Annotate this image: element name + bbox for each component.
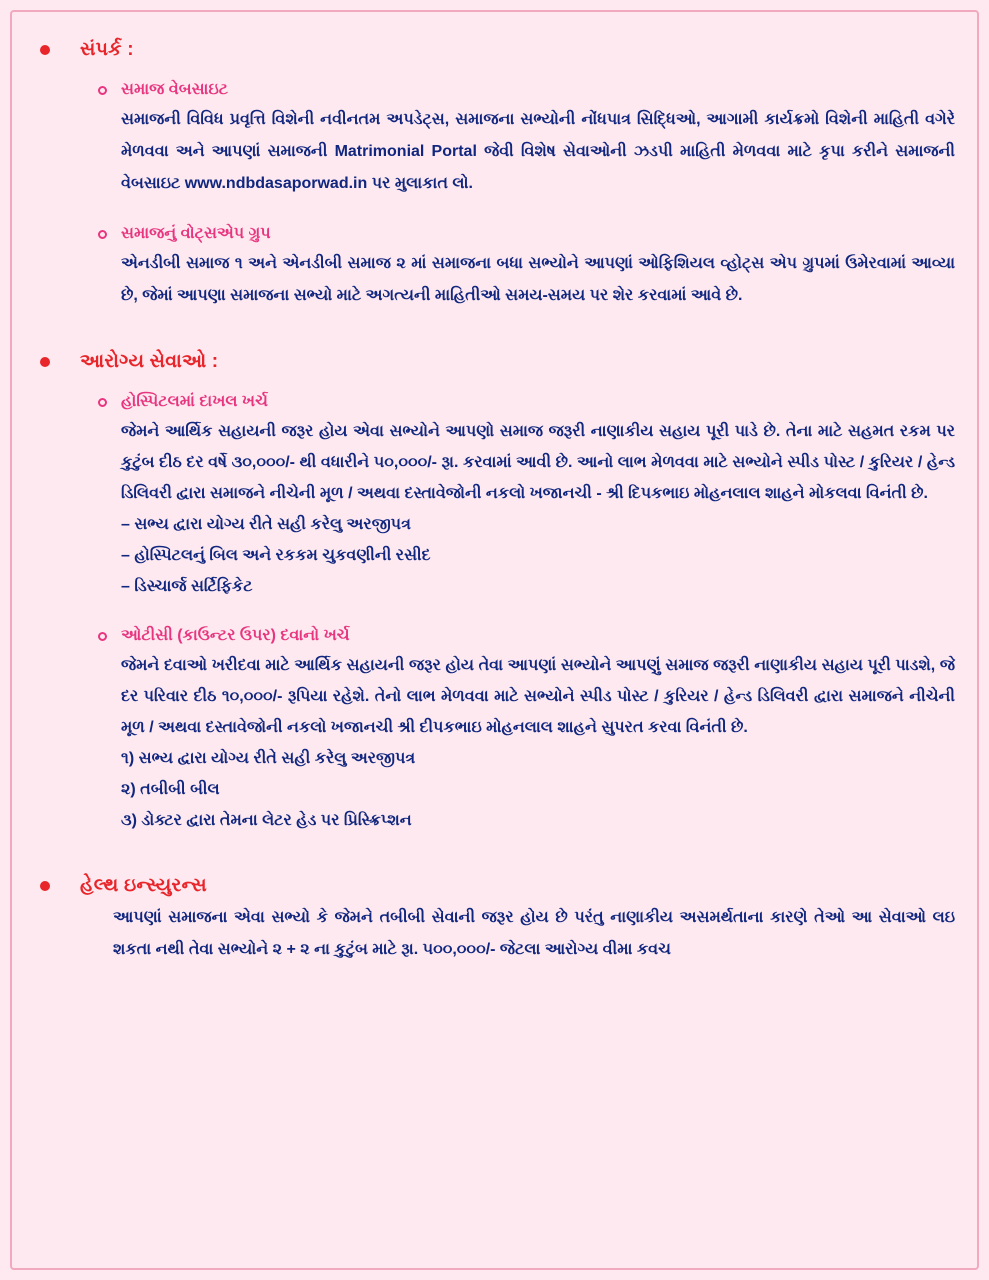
hollow-bullet-icon (98, 230, 107, 239)
section-heading-health-insurance (28, 872, 961, 900)
spacer (28, 312, 961, 330)
section-heading-text: હેલ્થ ઇન્સ્યુરન્સ (80, 875, 207, 896)
list-item: – હોસ્પિટલનું બિલ અને રકકમ ચુકવણીની રસીદ (121, 547, 431, 564)
paragraph-whatsapp: એનડીબી સમાજ ૧ અને એનડીબી સમાજ ૨ માં સમાજના બધા સભ્યોને આપણાં ઓફિશિયલ વ્હોટ્સ એપ ગ્રુપમાં ઉમેરવામાં આવ્યા છે, જેમાં આપણા સમાજના સભ્યો માટે અગત્યની માહિતીઓ સમય-સમય પર શેર કરવામાં આવે છે. (121, 255, 955, 304)
list-item: – સભ્ય દ્વારા યોગ્ય રીતે સહી કરેલુ અરજીપત્ર (121, 516, 411, 533)
subsection-heading-text: સમાજ વેબસાઇટ (121, 81, 229, 98)
subsection-heading-text: હોસ્પિટલમાં દાખલ ખર્ચ (121, 393, 268, 410)
subsection-heading-text: સમાજનું વોટ્સએપ ગ્રુપ (121, 225, 271, 242)
subsection-heading-whatsapp (98, 222, 961, 246)
paragraph-health-insurance: આપણાં સમાજના એવા સભ્યો કે જેમને તબીબી સેવાની જરૂર હોય છે પરંતુ નાણાકીય અસમર્થતાના કારણે તેઓ આ સેવાઓ લઇ શકતા નથી તેવા સભ્યોને ૨ + ૨ ના કુટુંબ માટે રૂા. ૫૦૦,૦૦૦/- જેટલા આરોગ્ય વીમા કવચ (113, 909, 955, 958)
subsection-heading-hospital-admission (98, 390, 961, 414)
list-item: – ડિસ્ચાર્જ સર્ટિફિકેટ (121, 578, 253, 595)
document-content (28, 30, 961, 1262)
hollow-bullet-icon (98, 86, 107, 95)
subsection-heading-otc-medicine (98, 624, 961, 648)
paragraph-hospital-admission: જેમને આર્થિક સહાયની જરૂર હોય એવા સભ્યોને આપણો સમાજ જરૂરી નાણાકીય સહાય પૂરી પાડે છે. તેના માટે સહમત રકમ પર કુટુંબ દીઠ દર વર્ષે ૩૦,૦૦૦/- થી વધારીને ૫૦,૦૦૦/- રૂા. કરવામાં આવી છે. આનો લાભ મેળવવા માટે સભ્યોને સ્પીડ પોસ્ટ / કુરિયર / હેન્ડ ડિલિવરી દ્વારા સમાજને નીચેની મૂળ / અથવા દસ્તાવેજોની નકલો ખજાનચી - શ્રી દિપકભાઇ મોહનલાલ શાહને મોકલવા વિનંતી છે. (121, 423, 955, 502)
spacer (28, 200, 961, 208)
spacer (28, 602, 961, 610)
section-heading-contact (28, 36, 961, 64)
paragraph-otc-medicine: જેમને દવાઓ ખરીદવા માટે આર્થિક સહાયની જરૂર હોય તેવા આપણાં સભ્યોને આપણું સમાજ જરૂરી નાણાકીય સહાય પૂરી પાડશે, જે દર પરિવાર દીઠ ૧૦,૦૦૦/- રૂપિયા રહેશે. તેનો લાભ મેળવવા માટે સભ્યોને સ્પીડ પોસ્ટ / કુરિયર / હેન્ડ ડિલિવરી દ્વારા સમાજને નીચેની મૂળ / અથવા દસ્તાવેજોની નકલો ખજાનચી શ્રી દીપકભાઇ મોહનલાલ શાહને સુપરત કરવા વિનંતી છે. (121, 657, 955, 736)
list-item: ૩) ડોક્ટર દ્વારા તેમના લેટર હેડ પર પ્રિસ્ક્રિપ્શન (121, 812, 412, 829)
section-heading-text: સંપર્ક : (80, 39, 134, 60)
bullet-icon (40, 45, 50, 55)
spacer (28, 836, 961, 854)
subsection-heading-text: ઓટીસી (કાઉન્ટર ઉપર) દવાનો ખર્ચ (121, 627, 350, 644)
paragraph-website: સમાજની વિવિધ પ્રવૃત્તિ વિશેની નવીનતમ અપડેટ્સ, સમાજના સભ્યોની નોંધપાત્ર સિદ્ધિઓ, આગામી કાર્યક્રમો વિશેની માહિતી વગેરે મેળવવા અને આપણાં સમાજની Matrimonial Portal જેવી વિશેષ સેવાઓની ઝડપી માહિતી મેળવવા માટે કૃપા કરીને સમાજની વેબસાઇટ www.ndbdasaporwad.in પર મુલાકાત લો. (121, 111, 955, 192)
list-item: ૨) તબીબી બીલ (121, 781, 220, 798)
hollow-bullet-icon (98, 632, 107, 641)
subsection-heading-website (98, 78, 961, 102)
hollow-bullet-icon (98, 398, 107, 407)
list-item: ૧) સભ્ય દ્વારા યોગ્ય રીતે સહી કરેલુ અરજીપત્ર (121, 750, 416, 767)
bullet-icon (40, 357, 50, 367)
section-heading-text: આરોગ્ય સેવાઓ : (80, 351, 219, 372)
bullet-icon (40, 881, 50, 891)
section-heading-health-services (28, 348, 961, 376)
